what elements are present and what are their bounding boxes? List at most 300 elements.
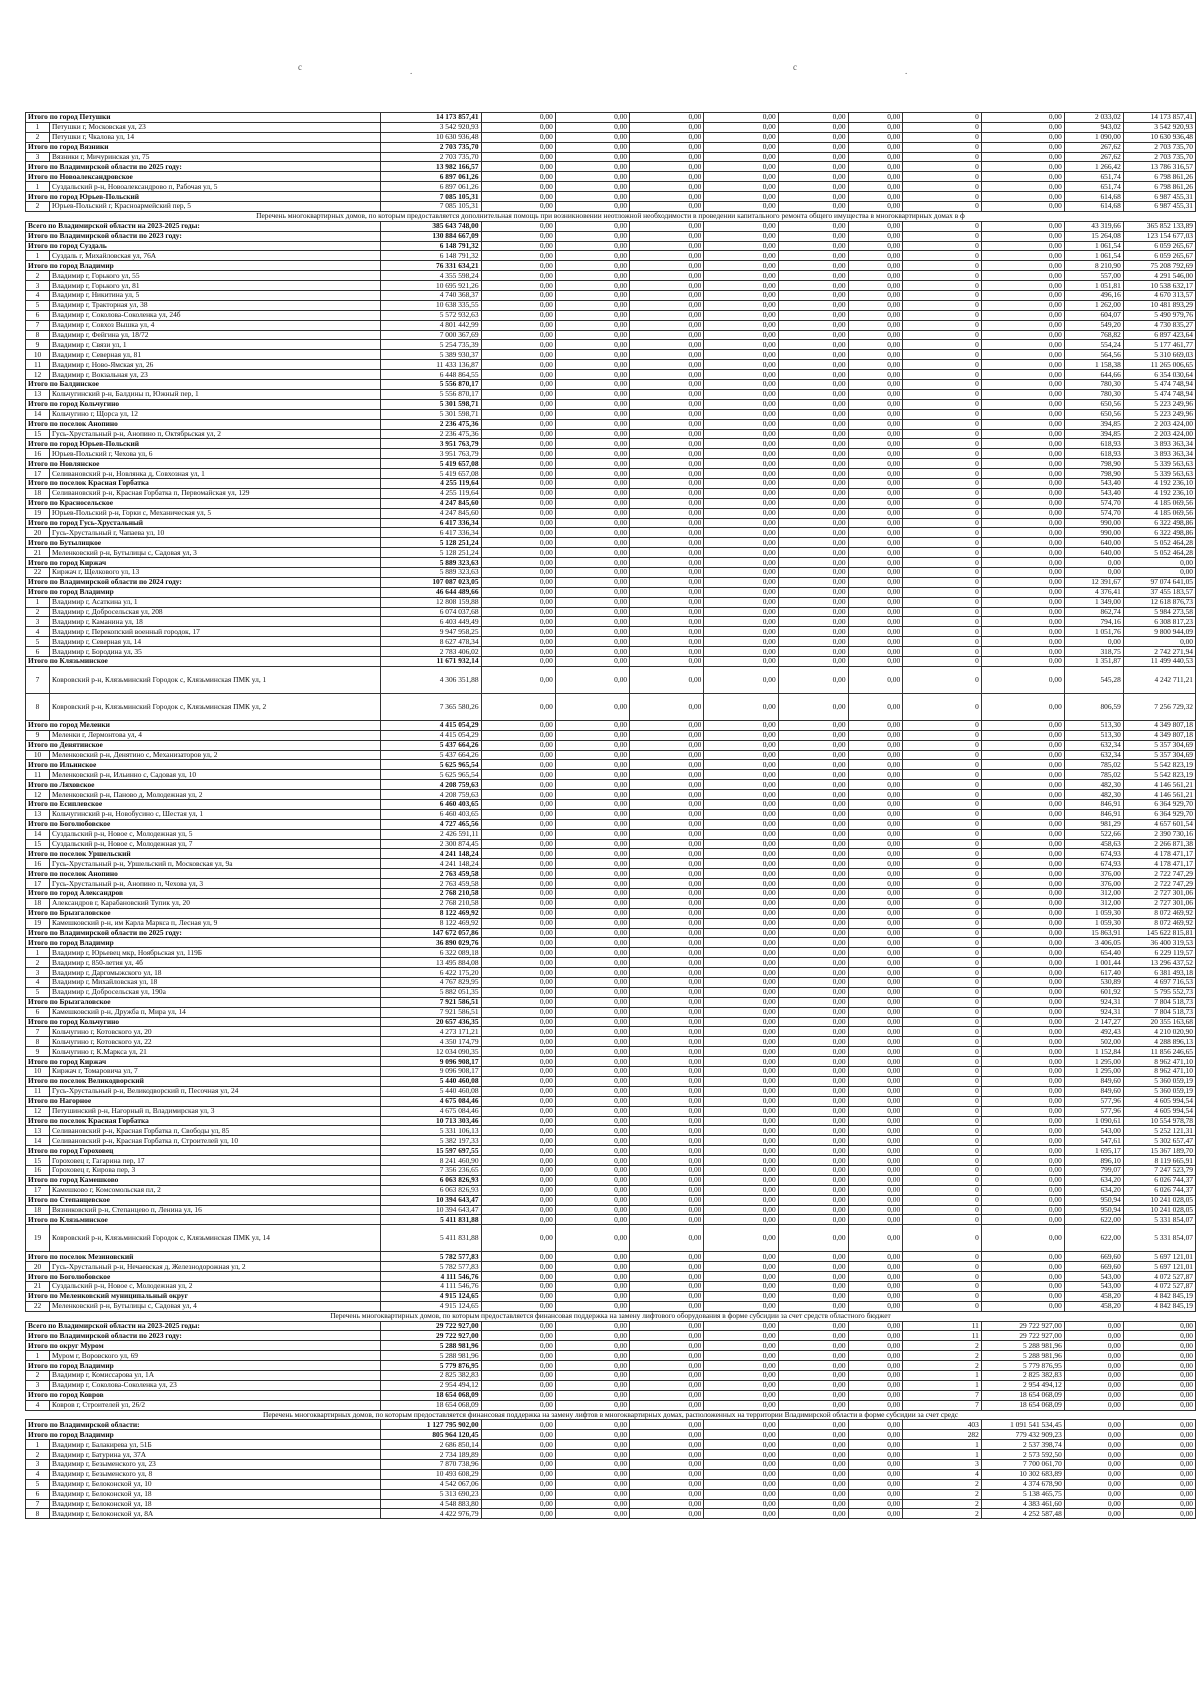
house-row: [26, 152, 1196, 162]
value-cell: 0,00: [481, 1420, 555, 1430]
value-cell: 0: [903, 928, 982, 938]
value-cell: 0,00: [555, 829, 629, 839]
value-cell: 0,00: [555, 1146, 629, 1156]
value-cell: 15 597 697,55: [381, 1146, 482, 1156]
value-cell: 0,00: [481, 241, 555, 251]
value-cell: 0,00: [481, 938, 555, 948]
value-cell: 0,00: [778, 1341, 848, 1351]
row-number: 8: [26, 1509, 50, 1519]
value-cell: 10 538 632,17: [1123, 281, 1195, 291]
address-cell: Владимир г, Даргомыжского ул, 18: [50, 968, 381, 978]
row-number: 4: [26, 978, 50, 988]
value-cell: 0,00: [555, 908, 629, 918]
value-cell: 0,00: [481, 409, 555, 419]
value-cell: 0,00: [704, 1370, 778, 1380]
value-cell: 0,00: [778, 1351, 848, 1361]
address-cell: Ковровский р-н, Клязьминский Городок с, Клязьминская ПМК ул, 14: [50, 1225, 381, 1252]
total-row: [26, 162, 1196, 172]
value-cell: 0,00: [981, 538, 1064, 548]
total-row: [26, 1390, 1196, 1400]
value-cell: 5 419 657,08: [381, 459, 482, 469]
value-cell: 0,00: [555, 1195, 629, 1205]
value-cell: 0,00: [981, 518, 1064, 528]
value-cell: 896,10: [1064, 1156, 1123, 1166]
value-cell: 0,00: [555, 1489, 629, 1499]
house-row: [26, 1086, 1196, 1096]
value-cell: 0,00: [481, 1272, 555, 1282]
value-cell: 4 415 054,29: [381, 730, 482, 740]
total-label: Итого по Владимирской области по 2023 году:: [26, 231, 381, 241]
value-cell: 0,00: [848, 518, 903, 528]
value-cell: 0: [903, 360, 982, 370]
value-cell: 0: [903, 498, 982, 508]
value-cell: 0,00: [981, 1185, 1064, 1195]
value-cell: 0,00: [630, 1067, 704, 1077]
value-cell: 4 842 845,19: [1123, 1301, 1195, 1311]
total-row: [26, 439, 1196, 449]
value-cell: 0,00: [848, 1037, 903, 1047]
value-cell: 0,00: [630, 162, 704, 172]
value-cell: 0,00: [481, 548, 555, 558]
address-cell: Меленковский р-н, Бутылицы с, Садовая ул, 3: [50, 548, 381, 558]
value-cell: 0,00: [1123, 1440, 1195, 1450]
value-cell: 482,30: [1064, 780, 1123, 790]
house-row: [26, 1067, 1196, 1077]
value-cell: 5 138 465,75: [981, 1489, 1064, 1499]
value-cell: 15 863,91: [1064, 928, 1123, 938]
value-cell: 0,00: [778, 938, 848, 948]
value-cell: 0,00: [778, 1096, 848, 1106]
total-label: Итого по город Вязники: [26, 142, 381, 152]
value-cell: 5 411 831,88: [381, 1215, 482, 1225]
value-cell: 0,00: [981, 380, 1064, 390]
value-cell: 0,00: [555, 1262, 629, 1272]
house-row: [26, 330, 1196, 340]
value-cell: 0,00: [704, 1440, 778, 1450]
value-cell: 76 331 634,21: [381, 261, 482, 271]
value-cell: 0,00: [555, 879, 629, 889]
value-cell: 6 460 403,65: [381, 800, 482, 810]
total-row: [26, 380, 1196, 390]
value-cell: 0,00: [704, 1185, 778, 1195]
total-label: Итого по Клязьминское: [26, 656, 381, 666]
value-cell: 0,00: [481, 1007, 555, 1017]
value-cell: 0,00: [981, 1272, 1064, 1282]
value-cell: 0: [903, 1136, 982, 1146]
value-cell: 0,00: [555, 958, 629, 968]
value-cell: 0: [903, 330, 982, 340]
value-cell: 0,00: [1123, 1400, 1195, 1410]
address-cell: Владимир г, Батурина ул, 37А: [50, 1450, 381, 1460]
house-row: [26, 1460, 1196, 1470]
total-row: [26, 1321, 1196, 1331]
value-cell: 4 210 020,90: [1123, 1027, 1195, 1037]
value-cell: 0,00: [704, 271, 778, 281]
total-row: [26, 1430, 1196, 1440]
value-cell: 0,00: [630, 1205, 704, 1215]
address-cell: Юрьев-Польский г, Чехова ул, 6: [50, 449, 381, 459]
value-cell: 2 825 382,83: [981, 1370, 1064, 1380]
value-cell: 8 072 469,92: [1123, 908, 1195, 918]
row-number: 10: [26, 1067, 50, 1077]
value-cell: 0,00: [481, 380, 555, 390]
house-row: [26, 1380, 1196, 1390]
value-cell: 0,00: [555, 587, 629, 597]
value-cell: 0,00: [704, 1489, 778, 1499]
total-label: Итого по город Петушки: [26, 113, 381, 123]
total-row: [26, 800, 1196, 810]
house-row: [26, 1205, 1196, 1215]
value-cell: 5 288 981,96: [981, 1351, 1064, 1361]
row-number: 1: [26, 251, 50, 261]
value-cell: 5 437 664,26: [381, 740, 482, 750]
value-cell: 0,00: [848, 320, 903, 330]
value-cell: 0,00: [848, 1007, 903, 1017]
value-cell: 0: [903, 380, 982, 390]
value-cell: 0,00: [481, 627, 555, 637]
value-cell: 0,00: [981, 656, 1064, 666]
value-cell: 543,00: [1064, 1272, 1123, 1282]
value-cell: 10 302 683,89: [981, 1469, 1064, 1479]
value-cell: 0,00: [481, 1252, 555, 1262]
total-label: Итого по Денятинское: [26, 740, 381, 750]
value-cell: 0,00: [848, 968, 903, 978]
value-cell: 0,00: [1064, 1361, 1123, 1371]
value-cell: 5 301 598,71: [381, 399, 482, 409]
value-cell: 0,00: [481, 1156, 555, 1166]
value-cell: 5 889 323,63: [381, 558, 482, 568]
value-cell: 97 074 641,05: [1123, 577, 1195, 587]
value-cell: 2 727 301,06: [1123, 889, 1195, 899]
total-row: [26, 1195, 1196, 1205]
value-cell: 0,00: [848, 1165, 903, 1175]
value-cell: 0,00: [848, 1096, 903, 1106]
house-row: [26, 1126, 1196, 1136]
value-cell: 614,68: [1064, 192, 1123, 202]
value-cell: 0,00: [848, 132, 903, 142]
value-cell: 0,00: [555, 558, 629, 568]
value-cell: 0,00: [481, 192, 555, 202]
value-cell: 0,00: [630, 1331, 704, 1341]
value-cell: 0,00: [778, 1126, 848, 1136]
value-cell: 0,00: [704, 730, 778, 740]
value-cell: 0,00: [555, 1037, 629, 1047]
value-cell: 0,00: [704, 300, 778, 310]
value-cell: 669,60: [1064, 1252, 1123, 1262]
value-cell: 0: [903, 152, 982, 162]
value-cell: 0,00: [1123, 1489, 1195, 1499]
total-label: Итого по Владимирской области по 2023 году:: [26, 1331, 381, 1341]
value-cell: 0: [903, 558, 982, 568]
value-cell: 0,00: [778, 241, 848, 251]
value-cell: 0,00: [555, 1225, 629, 1252]
section-caption-row: [26, 1311, 1196, 1321]
value-cell: 5 357 304,69: [1123, 750, 1195, 760]
value-cell: 0,00: [555, 1361, 629, 1371]
value-cell: 0,00: [555, 1106, 629, 1116]
value-cell: 0,00: [481, 1047, 555, 1057]
value-cell: 6 026 744,37: [1123, 1175, 1195, 1185]
value-cell: 0,00: [981, 750, 1064, 760]
value-cell: 0: [903, 849, 982, 859]
value-cell: 0,00: [555, 1509, 629, 1519]
value-cell: 0: [903, 1007, 982, 1017]
value-cell: 0: [903, 122, 982, 132]
value-cell: 7 085 105,31: [381, 192, 482, 202]
value-cell: 0,00: [778, 1272, 848, 1282]
value-cell: 0: [903, 647, 982, 657]
value-cell: 0: [903, 693, 982, 720]
value-cell: 6 987 455,31: [1123, 202, 1195, 212]
value-cell: 0,00: [778, 469, 848, 479]
value-cell: 5 411 831,88: [381, 1225, 482, 1252]
value-cell: 0,00: [848, 310, 903, 320]
value-cell: 0,00: [981, 192, 1064, 202]
value-cell: 0,00: [704, 488, 778, 498]
address-cell: Владимир г, Связи ул, 1: [50, 340, 381, 350]
total-row: [26, 1146, 1196, 1156]
value-cell: 0,00: [1123, 1430, 1195, 1440]
value-cell: 3 951 763,79: [381, 439, 482, 449]
value-cell: 0: [903, 192, 982, 202]
value-cell: 0,00: [481, 918, 555, 928]
value-cell: 0,00: [1064, 1341, 1123, 1351]
total-row: [26, 172, 1196, 182]
value-cell: 123 154 677,03: [1123, 231, 1195, 241]
value-cell: 0,00: [481, 567, 555, 577]
value-cell: 0,00: [704, 528, 778, 538]
value-cell: 545,28: [1064, 666, 1123, 693]
value-cell: 6 026 744,37: [1123, 1185, 1195, 1195]
total-label: Итого по Новлянское: [26, 459, 381, 469]
value-cell: 805 964 120,45: [381, 1430, 482, 1440]
value-cell: 7 804 518,73: [1123, 997, 1195, 1007]
house-row: [26, 750, 1196, 760]
value-cell: 0,00: [630, 617, 704, 627]
value-cell: 0,00: [555, 241, 629, 251]
value-cell: 0,00: [555, 1076, 629, 1086]
value-cell: 1: [903, 1440, 982, 1450]
value-cell: 1 266,42: [1064, 162, 1123, 172]
house-row: [26, 449, 1196, 459]
address-cell: Владимир г, Тракторная ул, 38: [50, 300, 381, 310]
value-cell: 0,00: [981, 1037, 1064, 1047]
value-cell: 0,00: [555, 261, 629, 271]
value-cell: 0,00: [555, 859, 629, 869]
value-cell: 0,00: [778, 829, 848, 839]
value-cell: 2 300 874,45: [381, 839, 482, 849]
value-cell: 4 422 976,79: [381, 1509, 482, 1519]
value-cell: 0,00: [630, 637, 704, 647]
value-cell: 0,00: [630, 1321, 704, 1331]
value-cell: 0,00: [981, 449, 1064, 459]
value-cell: 0,00: [481, 300, 555, 310]
value-cell: 0,00: [481, 558, 555, 568]
house-row: [26, 1281, 1196, 1291]
value-cell: 0,00: [981, 1301, 1064, 1311]
row-number: 1: [26, 1440, 50, 1450]
value-cell: 0,00: [848, 1489, 903, 1499]
value-cell: 0,00: [704, 498, 778, 508]
value-cell: 4 675 084,46: [381, 1096, 482, 1106]
value-cell: 0,00: [778, 1067, 848, 1077]
value-cell: 6 059 265,67: [1123, 241, 1195, 251]
value-cell: 0: [903, 409, 982, 419]
value-cell: 0,00: [981, 261, 1064, 271]
value-cell: 0,00: [630, 1420, 704, 1430]
value-cell: 4 730 835,27: [1123, 320, 1195, 330]
value-cell: 0,00: [981, 172, 1064, 182]
row-number: 8: [26, 1037, 50, 1047]
value-cell: 0,00: [981, 1116, 1064, 1126]
value-cell: 0,00: [778, 370, 848, 380]
value-cell: 0,00: [778, 1057, 848, 1067]
value-cell: 768,82: [1064, 330, 1123, 340]
value-cell: 0,00: [555, 1351, 629, 1361]
address-cell: Владимир г, Северная ул, 81: [50, 350, 381, 360]
value-cell: 4 842 845,19: [1123, 1291, 1195, 1301]
value-cell: 0,00: [555, 928, 629, 938]
value-cell: 0: [903, 370, 982, 380]
value-cell: 75 208 792,69: [1123, 261, 1195, 271]
value-cell: 6 322 498,86: [1123, 518, 1195, 528]
value-cell: 0,00: [630, 1156, 704, 1166]
value-cell: 0,00: [778, 1370, 848, 1380]
value-cell: 0,00: [981, 760, 1064, 770]
value-cell: 0: [903, 449, 982, 459]
value-cell: 10 481 893,29: [1123, 300, 1195, 310]
value-cell: 0: [903, 1281, 982, 1291]
value-cell: 0,00: [555, 1165, 629, 1175]
value-cell: 0,00: [481, 1370, 555, 1380]
value-cell: 0,00: [848, 607, 903, 617]
address-cell: Гусь-Хрустальный р-н, Анопино п, Октябрьская ул, 2: [50, 429, 381, 439]
value-cell: 0: [903, 399, 982, 409]
address-cell: Петушки г, Чкалова ул, 14: [50, 132, 381, 142]
row-number: 4: [26, 291, 50, 301]
value-cell: 0,00: [481, 730, 555, 740]
value-cell: 950,94: [1064, 1195, 1123, 1205]
value-cell: 0: [903, 261, 982, 271]
house-row: [26, 1499, 1196, 1509]
value-cell: 5 310 669,03: [1123, 350, 1195, 360]
value-cell: 0,00: [555, 459, 629, 469]
value-cell: 849,60: [1064, 1076, 1123, 1086]
value-cell: 0,00: [778, 849, 848, 859]
value-cell: 0,00: [1123, 1450, 1195, 1460]
value-cell: 4 727 465,56: [381, 819, 482, 829]
value-cell: 0,00: [848, 809, 903, 819]
value-cell: 0: [903, 587, 982, 597]
section-caption: Перечень многоквартирных домов, по которым предоставляется дополнительная помощь при возникновении неотложной необходимости в проведении капитального ремонта общего имущества в многоквартирных домах в ф: [26, 211, 1196, 221]
value-cell: 0,00: [848, 1146, 903, 1156]
address-cell: Камешковский р-н, Дружба п, Мира ул, 14: [50, 1007, 381, 1017]
value-cell: 574,70: [1064, 498, 1123, 508]
value-cell: 394,85: [1064, 419, 1123, 429]
value-cell: 18 654 068,09: [981, 1390, 1064, 1400]
value-cell: 2 763 459,58: [381, 869, 482, 879]
value-cell: 601,92: [1064, 987, 1123, 997]
total-label: Итого по Ильинское: [26, 760, 381, 770]
value-cell: 0,00: [481, 1361, 555, 1371]
value-cell: 0,00: [481, 281, 555, 291]
value-cell: 5 625 965,54: [381, 770, 482, 780]
value-cell: 654,40: [1064, 948, 1123, 958]
value-cell: 0,00: [481, 693, 555, 720]
value-cell: 0,00: [1064, 1351, 1123, 1361]
total-row: [26, 192, 1196, 202]
value-cell: 0,00: [555, 142, 629, 152]
value-cell: 0,00: [848, 360, 903, 370]
value-cell: 2 954 494,12: [981, 1380, 1064, 1390]
value-cell: 0,00: [778, 656, 848, 666]
value-cell: 0,00: [848, 1126, 903, 1136]
value-cell: 0,00: [848, 419, 903, 429]
total-label: Итого по Владимирской области:: [26, 1420, 381, 1430]
value-cell: 0,00: [704, 666, 778, 693]
value-cell: 1 090,00: [1064, 132, 1123, 142]
value-cell: 482,30: [1064, 790, 1123, 800]
total-label: Итого по город Суздаль: [26, 241, 381, 251]
value-cell: 4 192 236,10: [1123, 488, 1195, 498]
value-cell: 0,00: [981, 508, 1064, 518]
total-row: [26, 869, 1196, 879]
value-cell: 990,00: [1064, 518, 1123, 528]
value-cell: 7 085 105,31: [381, 202, 482, 212]
value-cell: 0,00: [848, 1450, 903, 1460]
total-label: Итого по город Киржач: [26, 1057, 381, 1067]
value-cell: 0,00: [630, 1262, 704, 1272]
value-cell: 458,20: [1064, 1301, 1123, 1311]
value-cell: 0,00: [848, 1116, 903, 1126]
value-cell: 0,00: [481, 1262, 555, 1272]
value-cell: 0,00: [555, 113, 629, 123]
value-cell: 0: [903, 291, 982, 301]
value-cell: 0,00: [778, 770, 848, 780]
value-cell: 2: [903, 1479, 982, 1489]
value-cell: 0,00: [630, 809, 704, 819]
value-cell: 0,00: [981, 968, 1064, 978]
value-cell: 5 223 249,96: [1123, 399, 1195, 409]
value-cell: 0,00: [778, 389, 848, 399]
value-cell: 0,00: [555, 1067, 629, 1077]
value-cell: 0,00: [778, 360, 848, 370]
value-cell: 0,00: [555, 320, 629, 330]
value-cell: 0,00: [848, 1195, 903, 1205]
value-cell: 0,00: [555, 968, 629, 978]
value-cell: 0,00: [481, 740, 555, 750]
value-cell: 0,00: [630, 1007, 704, 1017]
address-cell: Владимир г, Бородина ул, 35: [50, 647, 381, 657]
value-cell: 5 474 748,94: [1123, 389, 1195, 399]
value-cell: 0: [903, 1126, 982, 1136]
value-cell: 0,00: [630, 152, 704, 162]
row-number: 1: [26, 182, 50, 192]
value-cell: 632,34: [1064, 740, 1123, 750]
value-cell: 0,00: [555, 508, 629, 518]
value-cell: 846,91: [1064, 809, 1123, 819]
value-cell: 29 722 927,00: [981, 1331, 1064, 1341]
value-cell: 0,00: [778, 1185, 848, 1195]
value-cell: 0,00: [778, 978, 848, 988]
row-number: 5: [26, 300, 50, 310]
value-cell: 0,00: [704, 548, 778, 558]
row-number: 15: [26, 1156, 50, 1166]
value-cell: 0,00: [481, 1380, 555, 1390]
value-cell: 0,00: [481, 869, 555, 879]
value-cell: 0,00: [555, 1390, 629, 1400]
total-label: Итого по Ляховское: [26, 780, 381, 790]
